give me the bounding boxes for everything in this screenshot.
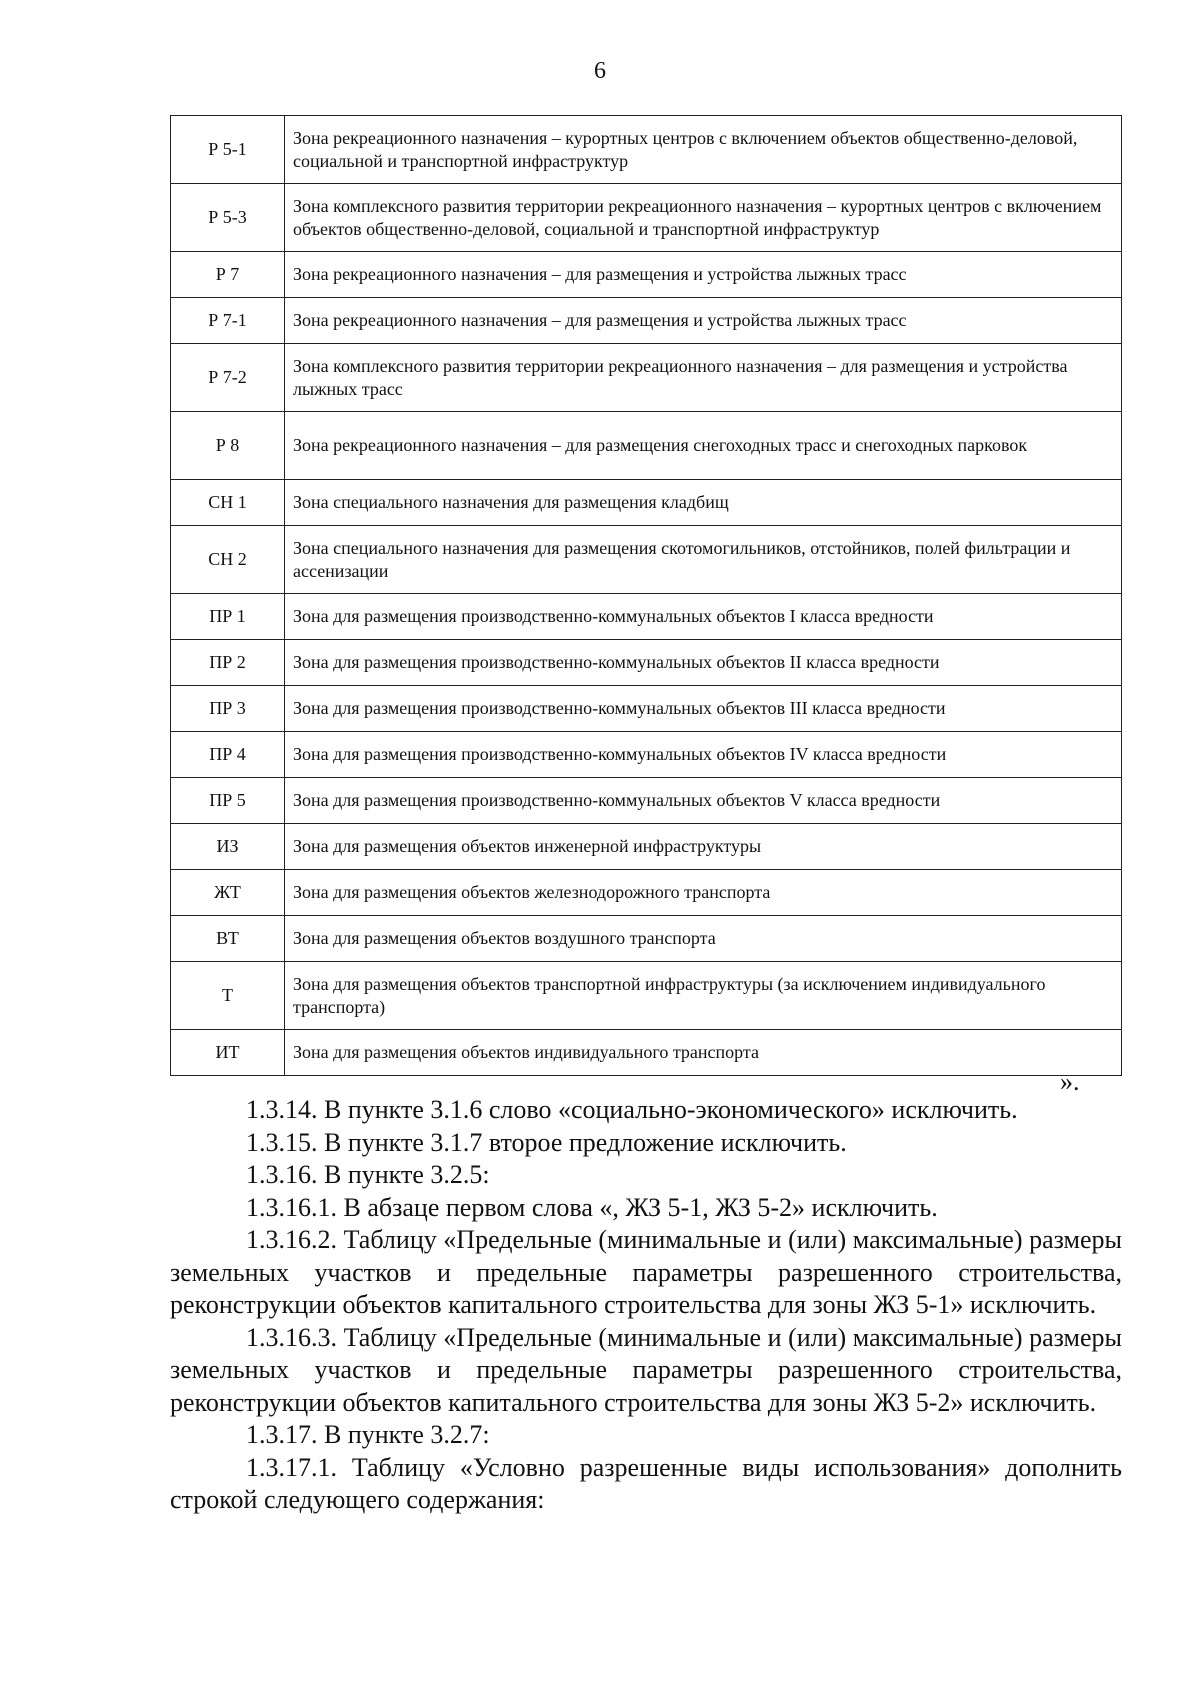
zone-description-cell: Зона комплексного развития территории рекреационного назначения – для размещения и устройства лыжных трасс xyxy=(285,344,1122,412)
zone-code-cell: ПР 2 xyxy=(171,640,285,686)
paragraph-1-3-14: 1.3.14. В пункте 3.1.6 слово «социально-экономического» исключить. xyxy=(246,1095,1018,1124)
zone-code-cell: ПР 5 xyxy=(171,778,285,824)
table-row xyxy=(171,252,1122,298)
zone-code-cell: СН 1 xyxy=(171,480,285,526)
page-number: 6 xyxy=(594,58,606,84)
zone-description-cell: Зона для размещения производственно-коммунальных объектов II класса вредности xyxy=(285,640,1122,686)
zone-code-cell: Р 7-1 xyxy=(171,298,285,344)
zone-description-cell: Зона для размещения объектов железнодорожного транспорта xyxy=(285,870,1122,916)
zone-description-cell: Зона рекреационного назначения – для размещения и устройства лыжных трасс xyxy=(285,298,1122,344)
zone-code-cell: Р 8 xyxy=(171,412,285,480)
zone-code-cell: ПР 4 xyxy=(171,732,285,778)
zone-description-cell: Зона для размещения объектов индивидуального транспорта xyxy=(285,1030,1122,1076)
table-row xyxy=(171,344,1122,412)
zone-code-cell: ИТ xyxy=(171,1030,285,1076)
zone-description-cell: Зона рекреационного назначения – для размещения и устройства лыжных трасс xyxy=(285,252,1122,298)
zone-description-cell: Зона рекреационного назначения – для размещения снегоходных трасс и снегоходных парковок xyxy=(285,412,1122,480)
zone-code-cell: ЖТ xyxy=(171,870,285,916)
table-row xyxy=(171,412,1122,480)
zone-code-cell: Р 5-1 xyxy=(171,116,285,184)
table-row xyxy=(171,594,1122,640)
zone-description-cell: Зона для размещения производственно-коммунальных объектов V класса вредности xyxy=(285,778,1122,824)
zone-description-cell: Зона для размещения производственно-коммунальных объектов I класса вредности xyxy=(285,594,1122,640)
zone-code-cell: ПР 3 xyxy=(171,686,285,732)
table-row xyxy=(171,298,1122,344)
zone-description-cell: Зона специального назначения для размещения кладбищ xyxy=(285,480,1122,526)
zone-description-cell: Зона рекреационного назначения – курортных центров с включением объектов общественно-деловой, социальной и транспортной инфраструктур xyxy=(285,116,1122,184)
table-row xyxy=(171,116,1122,184)
zone-code-cell: Р 5-3 xyxy=(171,184,285,252)
zone-description-cell: Зона для размещения производственно-коммунальных объектов III класса вредности xyxy=(285,686,1122,732)
zone-description-cell: Зона для размещения объектов инженерной инфраструктуры xyxy=(285,824,1122,870)
zone-description-cell: Зона специального назначения для размещения скотомогильников, отстойников, полей фильтрации и ассенизации xyxy=(285,526,1122,594)
zone-description-cell: Зона для размещения производственно-коммунальных объектов IV класса вредности xyxy=(285,732,1122,778)
table-row xyxy=(171,1030,1122,1076)
table-row xyxy=(171,916,1122,962)
zone-code-cell: Т xyxy=(171,962,285,1030)
table-row xyxy=(171,686,1122,732)
zone-code-cell: СН 2 xyxy=(171,526,285,594)
table-row xyxy=(171,526,1122,594)
zone-description-cell: Зона для размещения объектов воздушного транспорта xyxy=(285,916,1122,962)
table-row xyxy=(171,480,1122,526)
zone-code-cell: ПР 1 xyxy=(171,594,285,640)
table-row xyxy=(171,778,1122,824)
zones-table xyxy=(170,115,1122,1076)
paragraph-1-3-16: 1.3.16. В пункте 3.2.5: xyxy=(246,1160,490,1189)
table-row xyxy=(171,962,1122,1030)
table-row xyxy=(171,824,1122,870)
zone-description-cell: Зона комплексного развития территории рекреационного назначения – курортных центров с включением объектов общественно-деловой, социальной и транспортной инфраструктур xyxy=(285,184,1122,252)
zone-description-cell: Зона для размещения объектов транспортной инфраструктуры (за исключением индивидуального транспорта) xyxy=(285,962,1122,1030)
paragraph-1-3-16-1: 1.3.16.1. В абзаце первом слова «, ЖЗ 5-1, ЖЗ 5-2» исключить. xyxy=(246,1192,938,1222)
amendment-text xyxy=(170,1094,1122,1517)
zone-code-cell: Р 7 xyxy=(171,252,285,298)
paragraph-1-3-16-2: 1.3.16.2. Таблицу «Предельные (минимальные и (или) максимальные) размеры земельных участков и предельные параметры разрешенного строительства, реконструкции объектов капитального строительства для зоны ЖЗ 5-1» исключить. xyxy=(170,1225,1122,1319)
zone-code-cell: Р 7-2 xyxy=(171,344,285,412)
zone-code-cell: ВТ xyxy=(171,916,285,962)
table-row xyxy=(171,640,1122,686)
table-row xyxy=(171,184,1122,252)
zones-table-body xyxy=(171,116,1122,1076)
table-row xyxy=(171,732,1122,778)
table-close-quote: ». xyxy=(1060,1067,1080,1096)
paragraph-1-3-17: 1.3.17. В пункте 3.2.7: xyxy=(246,1420,490,1449)
paragraph-1-3-15: 1.3.15. В пункте 3.1.7 второе предложение исключить. xyxy=(246,1127,847,1157)
zone-code-cell: ИЗ xyxy=(171,824,285,870)
paragraph-1-3-17-1: 1.3.17.1. Таблицу «Условно разрешенные виды использования» дополнить строкой следующего содержания: xyxy=(170,1452,1122,1514)
paragraph-1-3-16-3: 1.3.16.3. Таблицу «Предельные (минимальные и (или) максимальные) размеры земельных участков и предельные параметры разрешенного строительства, реконструкции объектов капитального строительства для зоны ЖЗ 5-2» исключить. xyxy=(170,1322,1122,1417)
table-row xyxy=(171,870,1122,916)
